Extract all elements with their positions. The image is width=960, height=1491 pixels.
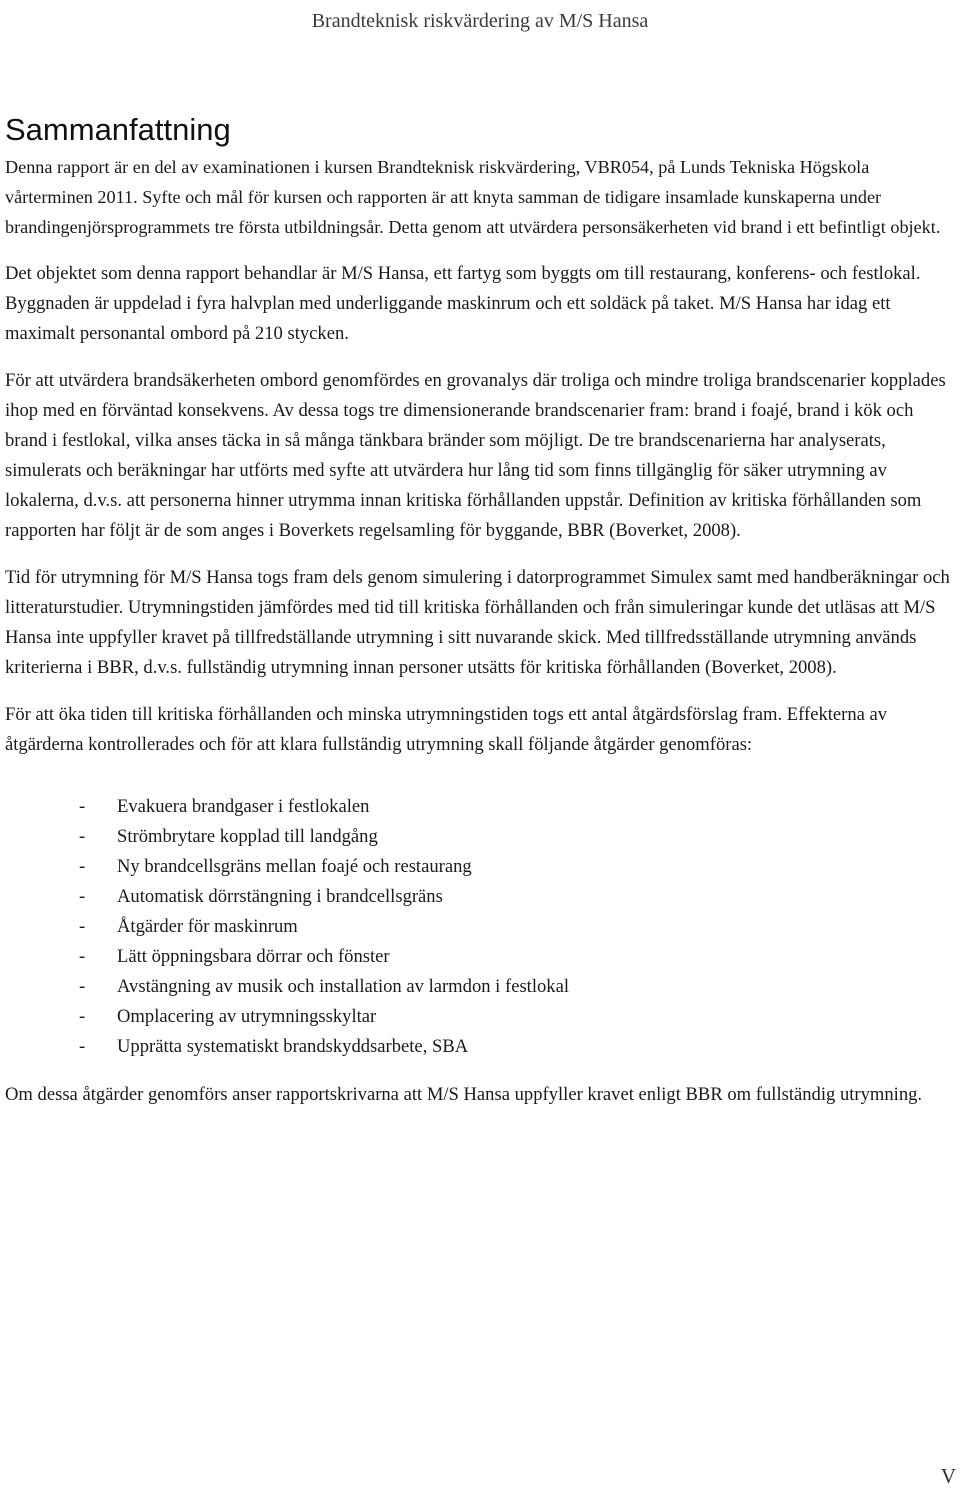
list-bullet: - bbox=[79, 826, 86, 847]
section-title: Sammanfattning bbox=[5, 112, 231, 147]
list-item bbox=[5, 1002, 955, 1032]
list-bullet: - bbox=[79, 1006, 86, 1027]
page-number: V bbox=[940, 1464, 956, 1488]
running-header: Brandteknisk riskvärdering av M/S Hansa bbox=[311, 10, 649, 32]
list-bullet: - bbox=[79, 796, 86, 817]
list-item-text: Avstängning av musik och installation av larmdon i festlokal bbox=[117, 976, 570, 997]
paragraph-conclusion: Om dessa åtgärder genomförs anser rapportskrivarna att M/S Hansa uppfyller kravet enligt BBR om fullständig utrymning. bbox=[5, 1084, 923, 1105]
list-bullet: - bbox=[79, 976, 86, 997]
list-bullet: - bbox=[79, 916, 86, 937]
summary-section bbox=[5, 110, 955, 1127]
list-item-text: Evakuera brandgaser i festlokalen bbox=[117, 796, 370, 817]
list-item bbox=[5, 822, 955, 852]
list-item-text: Automatisk dörrstängning i brandcellsgräns bbox=[117, 886, 443, 907]
list-bullet: - bbox=[79, 886, 86, 907]
measures-list bbox=[5, 792, 955, 1062]
paragraph-measures-intro: För att öka tiden till kritiska förhållanden och minska utrymningstiden togs ett antal åtgärdsförslag fram. Effekterna av åtgärderna kontrollerades och för att klara fullständig utrymning skall följande åtgärder genomföras: bbox=[5, 704, 888, 755]
list-item bbox=[5, 972, 955, 1002]
list-item bbox=[5, 852, 955, 882]
list-item bbox=[5, 792, 955, 822]
paragraph-evacuation: Tid för utrymning för M/S Hansa togs fram dels genom simulering i datorprogrammet Simulex samt med handberäkningar och litteraturstudier. Utrymningstiden jämfördes med tid till kritiska förhållanden och från simuleringar kunde det utläsas att M/S Hansa inte uppfyller kravet på tillfredställande utrymning i sitt nuvarande skick. Med tillfredsställande utrymning används kriterierna i BBR, d.v.s. fullständig utrymning innan personer utsätts för kritiska förhållanden (Boverket, 2008). bbox=[5, 567, 950, 678]
list-bullet: - bbox=[79, 1036, 86, 1057]
list-item-text: Lätt öppningsbara dörrar och fönster bbox=[117, 946, 390, 967]
list-item bbox=[5, 912, 955, 942]
list-bullet: - bbox=[79, 946, 86, 967]
list-item-text: Ny brandcellsgräns mellan foajé och restaurang bbox=[117, 856, 472, 877]
paragraph-intro: Denna rapport är en del av examinationen i kursen Brandteknisk riskvärdering, VBR054, på Lunds Tekniska Högskola vårterminen 2011. Syfte och mål för kursen och rapporten är att knyta samman de tidigare insamlade kunskaperna under brandingenjörsprogrammets tre första utbildningsår. Detta genom att utvärdera personsäkerheten vid brand i ett befintligt objekt. bbox=[5, 157, 941, 237]
list-item-text: Omplacering av utrymningsskyltar bbox=[117, 1006, 377, 1027]
paragraph-object: Det objektet som denna rapport behandlar är M/S Hansa, ett fartyg som byggts om till restaurang, konferens- och festlokal. Byggnaden är uppdelad i fyra halvplan med underliggande maskinrum och ett soldäck på taket. M/S Hansa har idag ett maximalt personantal ombord på 210 stycken. bbox=[5, 263, 921, 344]
list-item-text: Strömbrytare kopplad till landgång bbox=[117, 826, 378, 847]
list-item-text: Åtgärder för maskinrum bbox=[117, 916, 298, 937]
list-item bbox=[5, 942, 955, 972]
list-item-text: Upprätta systematiskt brandskyddsarbete, SBA bbox=[117, 1036, 469, 1057]
list-item bbox=[5, 1032, 955, 1062]
paragraph-analysis: För att utvärdera brandsäkerheten ombord genomfördes en grovanalys där troliga och mindre troliga brandscenarier kopplades ihop med en förväntad konsekvens. Av dessa togs tre dimensionerande brandscenarier fram: brand i foajé, brand i kök och brand i festlokal, vilka anses täcka in så många tänkbara bränder som möjligt. De tre brandscenarierna har analyserats, simulerats och beräkningar har utförts med syfte att utvärdera hur lång tid som finns tillgänglig för säker utrymning av lokalerna, d.v.s. att personerna hinner utrymma innan kritiska förhållanden uppstår. Definition av kritiska förhållanden som rapporten har följt är de som anges i Boverkets regelsamling för byggande, BBR (Boverket, 2008). bbox=[5, 370, 946, 541]
list-bullet: - bbox=[79, 856, 86, 877]
list-item bbox=[5, 882, 955, 912]
